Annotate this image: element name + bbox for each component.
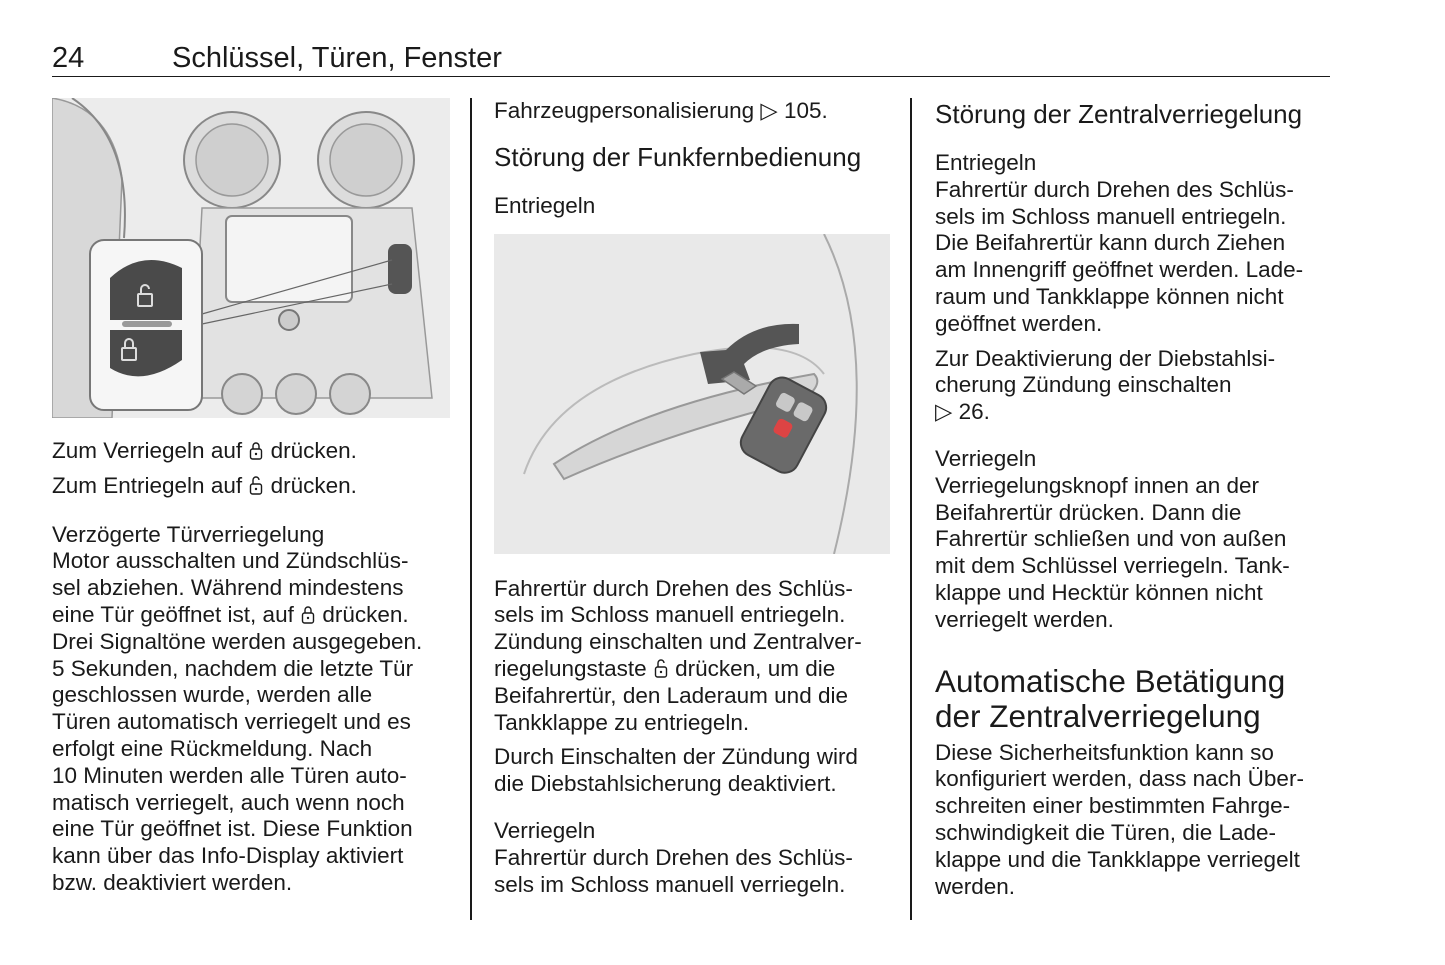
text-line: Zündung einschalten und Zentralver- (494, 629, 862, 655)
central-lock-paragraph (935, 473, 1335, 634)
auto-locking-heading (935, 664, 1335, 734)
text-line: Beifahrertür, den Laderaum und die (494, 682, 848, 708)
lock-open-icon (654, 659, 668, 679)
dashboard-lock-button-illustration (52, 98, 450, 418)
text-line: matisch verriegelt, auch wenn noch (52, 789, 405, 815)
text-line: schwindigkeit die Türen, die Lade- (935, 819, 1277, 845)
text-line: sel abziehen. Während mindestens (52, 575, 404, 601)
column-divider (910, 98, 912, 920)
text-line: raum und Tankklappe können nicht (935, 283, 1284, 309)
text-line: bzw. deaktiviert werden. (52, 869, 293, 895)
text-line: sels im Schloss manuell entriegeln. (494, 602, 846, 628)
page-number: 24 (52, 42, 85, 74)
text-line: Fahrertür durch Drehen des Schlüs- (494, 844, 853, 870)
immobiliser-paragraph (494, 744, 894, 798)
column-1 (52, 98, 452, 897)
text-line: konfiguriert werden, dass nach Über- (935, 766, 1304, 792)
delayed-locking-paragraph (52, 548, 452, 896)
text-line: kann über das Info-Display aktiviert (52, 843, 404, 869)
text-line: 5 Sekunden, nachdem die letzte Tür (52, 655, 414, 681)
remote-lock-paragraph (494, 845, 894, 899)
text-line: sels im Schloss manuell entriegeln. (935, 203, 1287, 229)
text-line: cherung Zündung einschalten (935, 372, 1232, 398)
text-line: Tankklappe zu entriegeln. (494, 709, 750, 735)
reference-text: Fahrzeugpersonalisierung (494, 98, 755, 123)
text-line: klappe und Hecktür können nicht (935, 579, 1263, 605)
text-line: Die Beifahrertür kann durch Ziehen (935, 230, 1286, 256)
text-line: schreiten einer bestimmten Fahrge- (935, 793, 1291, 819)
lock-instruction (52, 438, 452, 465)
text-line: Verriegelungsknopf innen an der (935, 472, 1259, 498)
central-unlock-paragraph (935, 177, 1335, 338)
deactivation-paragraph (935, 346, 1335, 426)
chapter-title: Schlüssel, Türen, Fenster (172, 42, 502, 74)
text-fragment: drücken, um die (675, 655, 836, 681)
text-line: Diese Sicherheitsfunktion kann so (935, 739, 1274, 765)
text-line (935, 399, 1335, 426)
unlock-instruction (52, 473, 452, 500)
remote-unlock-paragraph (494, 576, 894, 737)
text-fragment: riegelungstaste (494, 655, 647, 681)
text-line: am Innengriff geöffnet werden. Lade- (935, 257, 1304, 283)
text-line: geschlossen wurde, werden alle (52, 682, 373, 708)
text-line: geöffnet werden. (935, 310, 1103, 336)
text-line: eine Tür geöffnet ist. Diese Funktion (52, 816, 413, 842)
text-line: klappe und die Tankklappe verriegelt (935, 846, 1300, 872)
reference-page: 26. (958, 399, 990, 425)
text-line: Fahrertür durch Drehen des Schlüs- (935, 176, 1294, 202)
text-line: werden. (935, 873, 1016, 899)
continued-reference (494, 98, 894, 125)
heading-line: der Zentralverriegelung (935, 697, 1261, 734)
unlock-text: Zum Entriegeln auf (52, 472, 243, 498)
text-line: Zur Deaktivierung der Diebstahlsi- (935, 345, 1276, 371)
text-line: Fahrertür schließen und von außen (935, 526, 1287, 552)
column-divider (470, 98, 472, 920)
text-line: Motor ausschalten und Zündschlüs- (52, 548, 409, 574)
text-line (494, 656, 894, 683)
text-fragment: eine Tür geöffnet ist, auf (52, 601, 294, 627)
lock-closed-icon (301, 605, 315, 625)
column-3 (935, 98, 1335, 900)
text-line: sels im Schloss manuell verriegeln. (494, 871, 846, 897)
central-lock-fault-heading: Störung der Zentralverriegelung (935, 99, 1303, 129)
text-line: Fahrertür durch Drehen des Schlüs- (494, 575, 853, 601)
reference-page: 105. (784, 98, 828, 123)
unlock-subheading: Entriegeln (935, 150, 1037, 175)
unlock-subheading: Entriegeln (494, 192, 596, 218)
delayed-locking-heading: Verzögerte Türverriegelung (52, 521, 325, 547)
auto-locking-paragraph (935, 740, 1335, 901)
lock-open-icon (249, 476, 263, 496)
text-line: verriegelt werden. (935, 606, 1114, 632)
text-line: erfolgt eine Rückmeldung. Nach (52, 735, 373, 761)
lock-text-after: drücken. (270, 438, 357, 463)
text-line: die Diebstahlsicherung deaktiviert. (494, 771, 837, 797)
remote-fault-heading: Störung der Funkfernbedienung (494, 141, 862, 172)
page-reference-icon: ▷ (760, 98, 778, 123)
door-handle-key-illustration (494, 234, 890, 554)
lock-closed-icon (249, 441, 263, 461)
text-fragment: drücken. (322, 601, 409, 627)
text-line: Drei Signaltöne werden ausgegeben. (52, 628, 423, 654)
lock-subheading: Verriegeln (935, 445, 1037, 471)
text-line: Durch Einschalten der Zündung wird (494, 744, 858, 770)
unlock-text-after: drücken. (270, 472, 357, 498)
page-header (52, 40, 1330, 77)
text-line: mit dem Schlüssel verriegeln. Tank- (935, 553, 1290, 579)
heading-line: Automatische Betätigung (935, 662, 1286, 699)
lock-text: Zum Verriegeln auf (52, 438, 243, 463)
lock-subheading: Verriegeln (494, 817, 596, 843)
text-line (52, 602, 452, 629)
text-line: 10 Minuten werden alle Türen auto- (52, 762, 407, 788)
page-reference-icon: ▷ (935, 399, 953, 425)
text-line: Türen automatisch verriegelt und es (52, 709, 411, 735)
text-line: Beifahrertür drücken. Dann die (935, 499, 1242, 525)
column-2 (494, 98, 894, 898)
